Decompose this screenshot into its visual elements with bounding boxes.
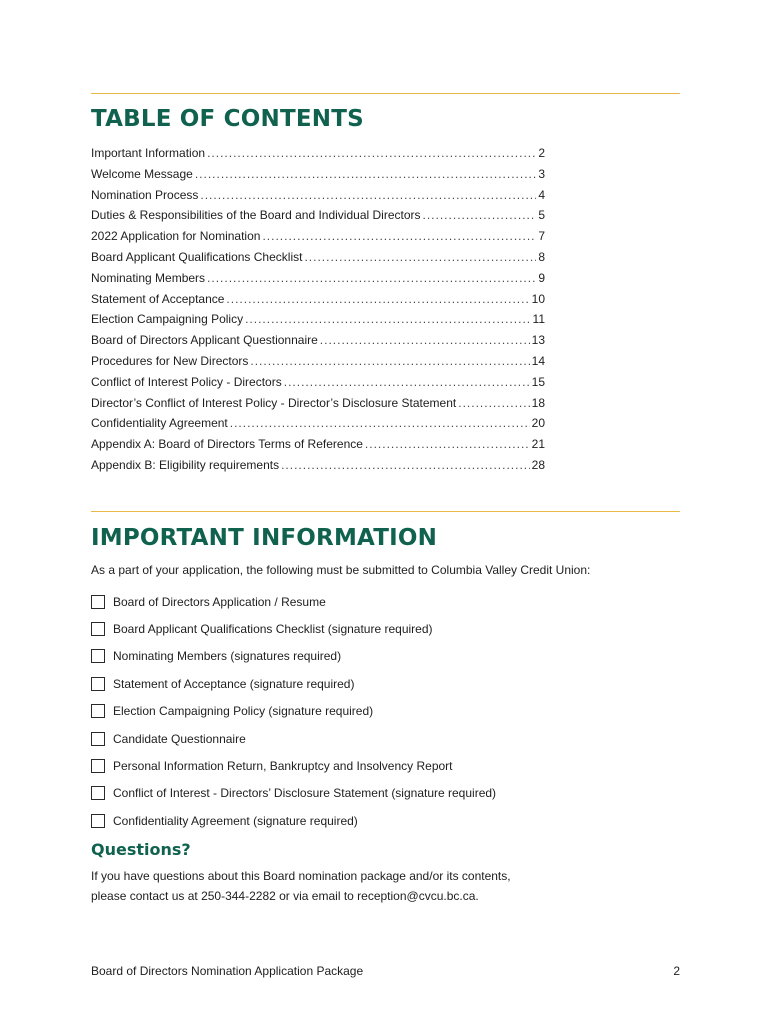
- toc-entry[interactable]: Nomination Process ..... 4: [91, 185, 545, 206]
- toc-entry[interactable]: Conflict of Interest Policy - Directors ..... 15: [91, 372, 545, 393]
- checklist-item: Statement of Acceptance (signature required): [91, 670, 496, 697]
- checklist-item: Election Campaigning Policy (signature required): [91, 698, 496, 725]
- toc-entry[interactable]: Welcome Message ..... 3: [91, 164, 545, 185]
- toc-entry[interactable]: Election Campaigning Policy ..... 11: [91, 309, 545, 330]
- checklist-item: Conflict of Interest - Directors’ Disclosure Statement (signature required): [91, 780, 496, 807]
- checkbox[interactable]: [91, 814, 105, 828]
- checklist-item: Nominating Members (signatures required): [91, 643, 496, 670]
- page-number: 2: [673, 964, 680, 978]
- checkbox[interactable]: [91, 786, 105, 800]
- toc-entry[interactable]: Board Applicant Qualifications Checklist ..... 8: [91, 247, 545, 268]
- important-top-rule: [91, 511, 680, 512]
- checkbox[interactable]: [91, 677, 105, 691]
- toc-entry[interactable]: Duties & Responsibilities of the Board and Individual Directors ..... 5: [91, 205, 545, 226]
- questions-text: If you have questions about this Board nomination package and/or its contents, please contact us at 250-344-2282 or via email to reception@cvcu.bc.ca.: [91, 869, 511, 903]
- checklist-item: Confidentiality Agreement (signature required): [91, 807, 496, 834]
- toc-entry[interactable]: Confidentiality Agreement ..... 20: [91, 413, 545, 434]
- toc-entry[interactable]: Director’s Conflict of Interest Policy - Director’s Disclosure Statement ..... 18: [91, 393, 545, 414]
- toc-entry[interactable]: 2022 Application for Nomination ..... 7: [91, 226, 545, 247]
- checkbox[interactable]: [91, 704, 105, 718]
- toc-entry[interactable]: Appendix B: Eligibility requirements ..... 28: [91, 455, 545, 476]
- toc-entry[interactable]: Statement of Acceptance ..... 10: [91, 289, 545, 310]
- toc-top-rule: [91, 93, 680, 94]
- checklist-item: Candidate Questionnaire: [91, 725, 496, 752]
- toc-entry[interactable]: Important Information ..... 2: [91, 143, 545, 164]
- checkbox[interactable]: [91, 649, 105, 663]
- checkbox[interactable]: [91, 622, 105, 636]
- checkbox[interactable]: [91, 595, 105, 609]
- checklist-item: Board Applicant Qualifications Checklist (signature required): [91, 615, 496, 642]
- questions-heading: Questions?: [91, 840, 191, 859]
- important-heading: IMPORTANT INFORMATION: [91, 525, 438, 551]
- checkbox[interactable]: [91, 759, 105, 773]
- footer-doc-title: Board of Directors Nomination Application Package: [91, 964, 364, 978]
- checklist-item: Personal Information Return, Bankruptcy and Insolvency Report: [91, 752, 496, 779]
- toc-heading: TABLE OF CONTENTS: [91, 106, 364, 132]
- important-intro: As a part of your application, the following must be submitted to Columbia Valley Credit Union:: [91, 563, 591, 577]
- checkbox[interactable]: [91, 732, 105, 746]
- toc-entry[interactable]: Appendix A: Board of Directors Terms of Reference ..... 21: [91, 434, 545, 455]
- toc-entry[interactable]: Procedures for New Directors ..... 14: [91, 351, 545, 372]
- toc-entry[interactable]: Board of Directors Applicant Questionnaire ..... 13: [91, 330, 545, 351]
- toc-entry[interactable]: Nominating Members ..... 9: [91, 268, 545, 289]
- toc-list: [91, 143, 545, 476]
- checklist-item: Board of Directors Application / Resume: [91, 588, 496, 615]
- submission-checklist: [91, 588, 496, 835]
